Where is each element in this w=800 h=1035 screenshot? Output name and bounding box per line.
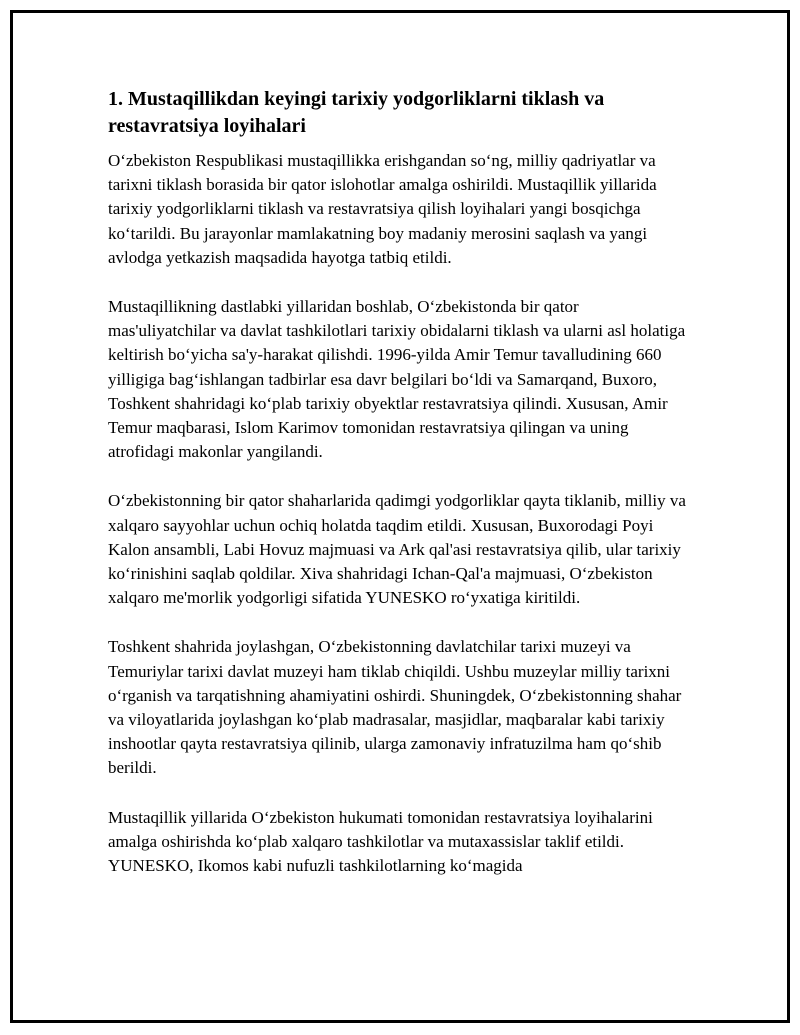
paragraph-3: O‘zbekistonning bir qator shaharlarida qadimgi yodgorliklar qayta tiklanib, milliy va xalqaro sayyohlar uchun ochiq holatda taqdim etildi. Xususan, Buxorodagi Poyi Kalon ansambli, Labi Hovuz majmuasi va Ark qal'asi restavratsiya qilib, ular tarixiy ko‘rinishini saqlab qoldilar. Xiva shahridagi Ichan-Qal'a majmuasi, O‘zbekiston xalqaro me'morlik yodgorligi sifatida YUNESKO ro‘yxatiga kiritildi. xyxy=(108,491,686,608)
paragraph-5: Mustaqillik yillarida O‘zbekiston hukumati tomonidan restavratsiya loyihalarini amalga oshirishda ko‘plab xalqaro tashkilotlar va mutaxassislar taklif etildi. YUNESKO, Ikomos kabi nufuzli tashkilotlarning ko‘magida xyxy=(108,807,653,876)
paragraph-2: Mustaqillikning dastlabki yillaridan boshlab, O‘zbekistonda bir qator mas'uliyatchilar va davlat tashkilotlari tarixiy obidalarni tiklash va ularni asl holatiga keltirish bo‘yicha sa'y-harakat qilishdi. 1996-yilda Amir Temur tavalludining 660 yilligiga bag‘ishlangan tadbirlar esa davr belgilari bo‘ldi va Samarqand, Buxoro, Toshkent shahridagi ko‘plab tarixiy obyektlar restavratsiya qilindi. Xususan, Amir Temur maqbarasi, Islom Karimov tomonidan restavratsiya qilingan va uning atrofidagi makonlar yangilandi. xyxy=(108,297,686,462)
paragraph-4: Toshkent shahrida joylashgan, O‘zbekistonning davlatchilar tarixi muzeyi va Temuriylar tarixi davlat muzeyi ham tiklab chiqildi. Ushbu muzeylar milliy tarixni o‘rganish va tarqatishning ahamiyatini oshirdi. Shuningdek, O‘zbekistonning shahar va viloyatlarida joylashgan ko‘plab madrasalar, masjidlar, maqbaralar kabi tarixiy inshootlar qayta restavratsiya qilinib, ularga zamonaviy infratuzilma ham qo‘shib berildi. xyxy=(108,637,682,778)
section-heading: 1. Mustaqillikdan keyingi tarixiy yodgorliklarni tiklash va restavratsiya loyihalari xyxy=(108,88,605,137)
document-body xyxy=(108,86,688,878)
paragraph-1: O‘zbekiston Respublikasi mustaqillikka erishgandan so‘ng, milliy qadriyatlar va tarixni tiklash borasida bir qator islohotlar amalga oshirildi. Mustaqillik yillarida tarixiy yodgorliklarni tiklash va restavratsiya qilish loyihalari yangi bosqichga ko‘tarildi. Bu jarayonlar mamlakatning boy madaniy merosini saqlash va yangi avlodga yetkazish maqsadida hayotga tatbiq etildi. xyxy=(108,151,657,267)
